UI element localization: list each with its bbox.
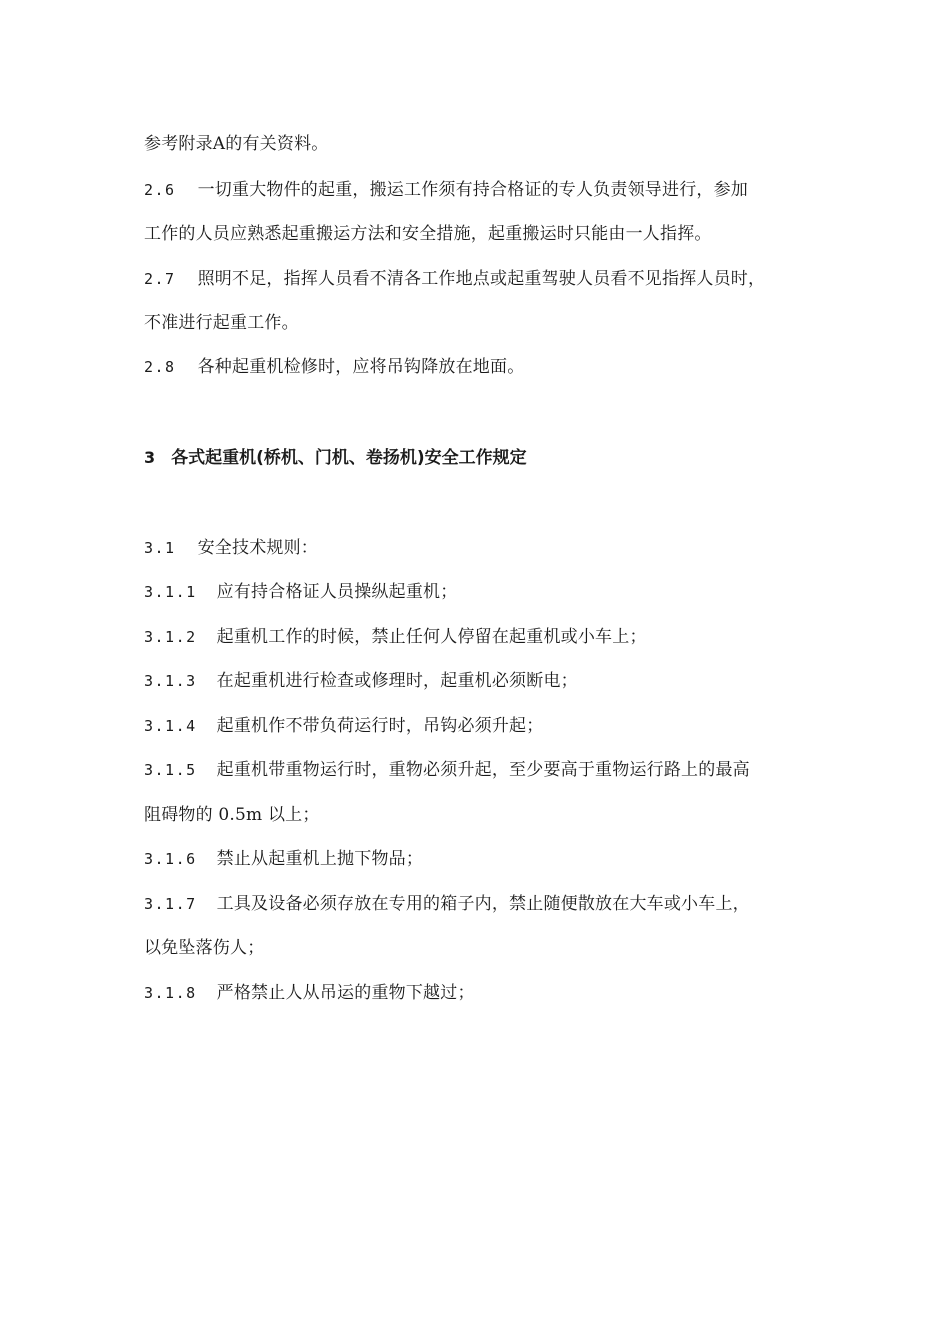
- section-number: 3: [144, 448, 156, 467]
- clause-3-1-2: [144, 625, 824, 649]
- section-heading-3: [144, 446, 527, 470]
- clause-number: 3.1.6: [144, 850, 197, 868]
- clause-2-7: [144, 267, 824, 291]
- clause-number: 3.1.3: [144, 672, 197, 690]
- clause-text: 起重机作不带负荷运行时，吊钩必须升起；: [216, 716, 544, 736]
- clause-3-1-7: [144, 892, 824, 916]
- clause-text: 应有持合格证人员操纵起重机；: [216, 582, 458, 602]
- clause-number: 2.6: [144, 181, 176, 199]
- clause-3-1-6: [144, 847, 824, 871]
- clause-number: 3.1.1: [144, 583, 197, 601]
- clause-text: 各种起重机检修时，应将吊钩降放在地面。: [197, 357, 525, 377]
- clause-number: 2.8: [144, 358, 176, 376]
- clause-text: 一切重大物件的起重，搬运工作须有持合格证的专人负责领导进行，参加: [197, 180, 748, 200]
- clause-number: 3.1.8: [144, 984, 197, 1002]
- section-title: 各式起重机(桥机、门机、卷扬机)安全工作规定: [171, 448, 527, 468]
- clause-text: 以免坠落伤人；: [144, 938, 265, 958]
- clause-number: 3.1.4: [144, 717, 197, 735]
- clause-text: 在起重机进行检查或修理时，起重机必须断电；: [216, 671, 578, 691]
- clause-3-1-3: [144, 669, 824, 693]
- clause-2-7-continuation: [144, 311, 824, 335]
- clause-3-1-5-continuation: [144, 803, 824, 827]
- clause-text: 阻碍物的 0.5m 以上；: [144, 805, 320, 825]
- clause-text: 工具及设备必须存放在专用的箱子内，禁止随便散放在大车或小车上，: [216, 894, 750, 914]
- clause-3-1-4: [144, 714, 824, 738]
- clause-3-1-1: [144, 580, 824, 604]
- clause-3-1-8: [144, 981, 824, 1005]
- clause-text: 起重机工作的时候，禁止任何人停留在起重机或小车上；: [216, 627, 647, 647]
- clause-2-8: [144, 355, 824, 379]
- clause-number: 3.1.7: [144, 895, 197, 913]
- clause-number: 3.1.2: [144, 628, 197, 646]
- clause-text: 禁止从起重机上抛下物品；: [216, 849, 424, 869]
- clause-number: 3.1.5: [144, 761, 197, 779]
- clause-text: 起重机带重物运行时，重物必须升起，至少要高于重物运行路上的最高: [216, 760, 750, 780]
- clause-text: 不准进行起重工作。: [144, 313, 299, 333]
- clause-text: 照明不足，指挥人员看不清各工作地点或起重驾驶人员看不见指挥人员时，: [197, 269, 766, 289]
- clause-text: 严格禁止人从吊运的重物下越过；: [216, 983, 475, 1003]
- clause-number: 3.1: [144, 539, 176, 557]
- clause-3-1-5: [144, 758, 824, 782]
- clause-2-6: [144, 178, 824, 202]
- clause-text: 工作的人员应熟悉起重搬运方法和安全措施，起重搬运时只能由一人指挥。: [144, 224, 712, 244]
- clause-text: 安全技术规则：: [197, 538, 318, 558]
- clause-3-1-7-continuation: [144, 936, 824, 960]
- paragraph-line: [144, 132, 824, 156]
- clause-3-1: [144, 536, 824, 560]
- clause-2-6-continuation: [144, 222, 824, 246]
- clause-number: 2.7: [144, 270, 176, 288]
- paragraph-text: 参考附录A的有关资料。: [144, 134, 329, 154]
